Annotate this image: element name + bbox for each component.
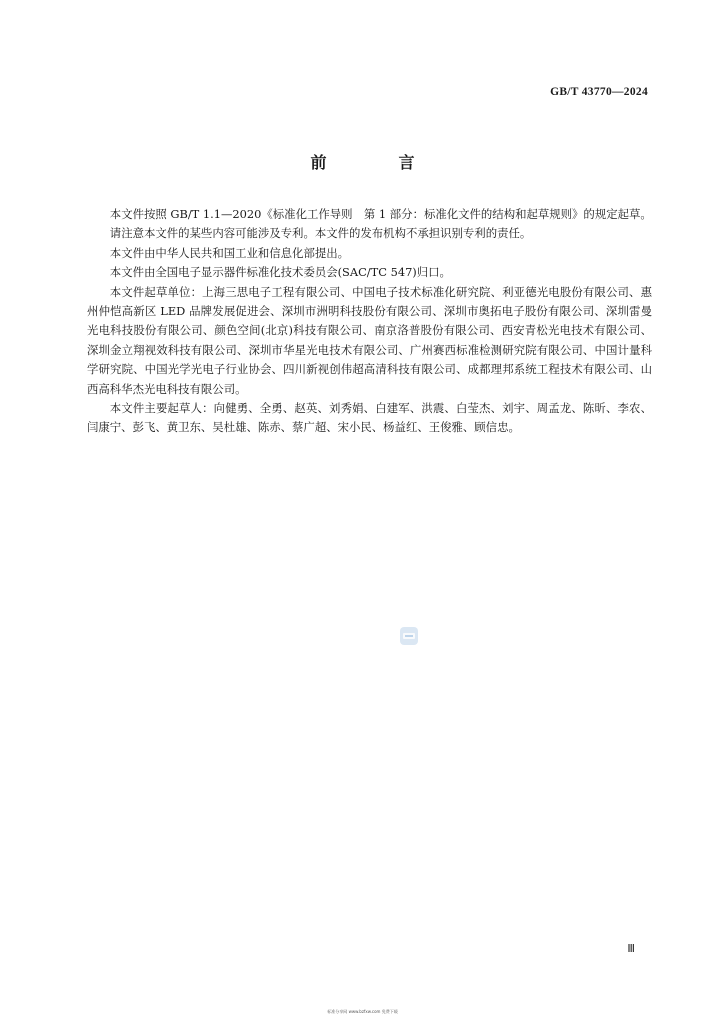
paragraph-drafters: 本文件主要起草人：向健勇、全勇、赵英、刘秀娟、白建军、洪震、白莹杰、刘宇、周孟龙、陈昕、李农、闫康宁、彭飞、黄卫东、吴杜雄、陈赤、蔡广超、宋小民、杨益红、王俊雅、顾信忠。 bbox=[87, 401, 652, 435]
paragraph-technical-committee: 本文件由全国电子显示器件标准化技术委员会(SAC/TC 547)归口。 bbox=[109, 265, 451, 280]
paragraph-proposer: 本文件由中华人民共和国工业和信息化部提出。 bbox=[109, 245, 350, 260]
page-title: 前 言 bbox=[310, 153, 443, 172]
paragraph-drafting-organizations: 本文件起草单位：上海三思电子工程有限公司、中国电子技术标准化研究院、利亚德光电股份有限公司、惠州仲恺高新区 LED 品牌发展促进会、深圳市洲明科技股份有限公司、深圳市奥拓电子股份有限公司、深圳雷曼光电科技股份有限公司、颜色空间(北京)科技有限公司、南京洛普股份有限公司、西安青松光电技术有限公司、深圳金立翔视效科技有限公司、深圳市华星光电技术有限公司、广州赛西标准检测研究院有限公司、中国计量科学研究院、中国光学光电子行业协会、四川新视创伟超高清科技有限公司、成都理邦系统工程技术有限公司、山西高科华杰光电科技有限公司。 bbox=[87, 284, 652, 396]
page-number: Ⅲ bbox=[627, 943, 635, 955]
preface-body bbox=[87, 205, 652, 438]
paragraph-drafting-rules: 本文件按照 GB/T 1.1—2020《标准化工作导则 第 1 部分：标准化文件的结构和起草规则》的规定起草。 bbox=[109, 207, 652, 221]
standard-number: GB/T 43770—2024 bbox=[550, 86, 648, 98]
paragraph-patent-notice: 请注意本文件的某些内容可能涉及专利。本文件的发布机构不承担识别专利的责任。 bbox=[109, 226, 532, 241]
footer-source: 标准分享网 www.bzfxw.com 免费下载 bbox=[327, 1009, 398, 1014]
watermark-logo bbox=[400, 627, 418, 645]
